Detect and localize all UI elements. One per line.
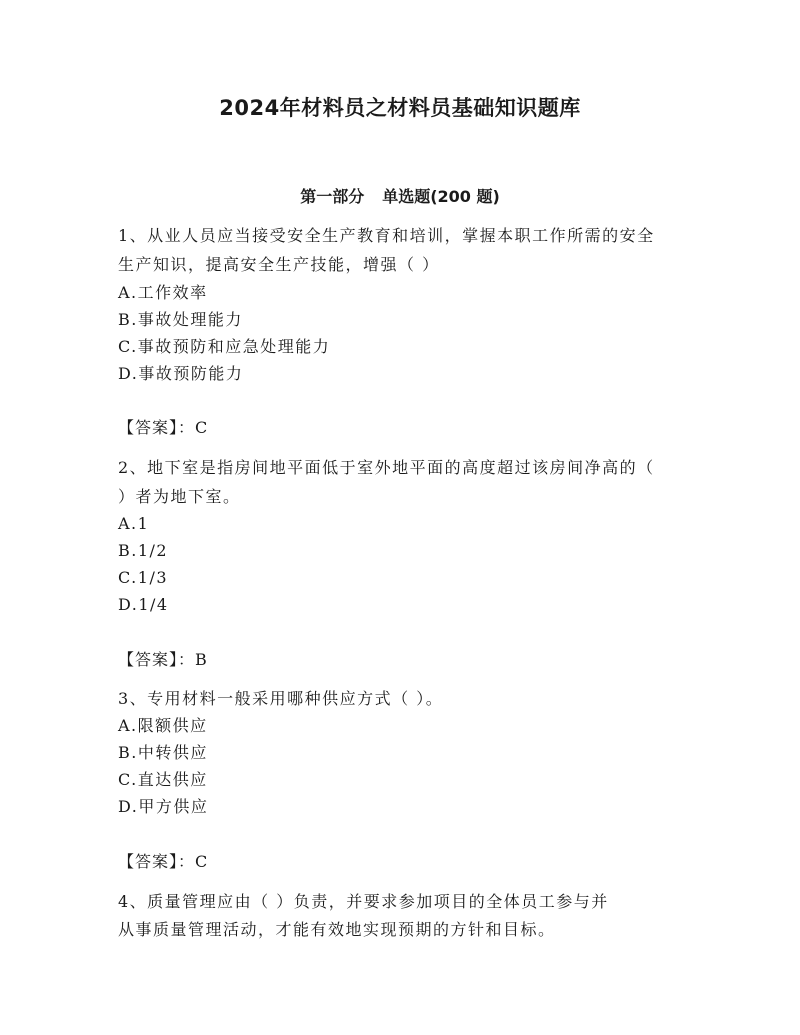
section-name: 单选题(200 题) <box>382 187 500 206</box>
question-2-option-d: D.1/4 <box>118 595 169 614</box>
question-3-stem-line-1: 3、专用材料一般采用哪种供应方式（ ）。 <box>118 689 444 708</box>
question-2-option-b: B.1/2 <box>118 541 169 560</box>
question-1-option-c: C.事故预防和应急处理能力 <box>118 337 331 356</box>
question-2-stem-line-1: 2、地下室是指房间地平面低于室外地平面的高度超过该房间净高的（ <box>118 458 655 477</box>
question-1-option-b: B.事故处理能力 <box>118 310 243 329</box>
question-3-option-c: C.直达供应 <box>118 770 208 789</box>
section-part: 第一部分 <box>300 187 365 206</box>
question-4-stem-line-1: 4、质量管理应由（ ）负责，并要求参加项目的全体员工参与并 <box>118 892 609 911</box>
question-1-option-d: D.事故预防能力 <box>118 364 244 383</box>
question-1-answer: 【答案】：C <box>118 418 209 437</box>
question-4-stem-line-2: 从事质量管理活动，才能有效地实现预期的方针和目标。 <box>118 920 556 939</box>
question-3-option-a: A.限额供应 <box>118 716 208 735</box>
document-title: 2024年材料员之材料员基础知识题库 <box>219 96 581 120</box>
question-2-option-a: A.1 <box>118 514 150 533</box>
section-heading <box>0 184 800 207</box>
question-1-stem-line-1: 1、从业人员应当接受安全生产教育和培训，掌握本职工作所需的安全 <box>118 226 655 245</box>
question-2-option-c: C.1/3 <box>118 568 169 587</box>
question-2-answer: 【答案】：B <box>118 650 208 669</box>
question-2-stem-line-2: ）者为地下室。 <box>118 487 241 506</box>
question-3-answer: 【答案】：C <box>118 852 209 871</box>
question-3-option-d: D.甲方供应 <box>118 797 209 816</box>
question-1-option-a: A.工作效率 <box>118 283 208 302</box>
question-1-stem-line-2: 生产知识，提高安全生产技能，增强（ ） <box>118 255 440 274</box>
question-3-option-b: B.中转供应 <box>118 743 208 762</box>
